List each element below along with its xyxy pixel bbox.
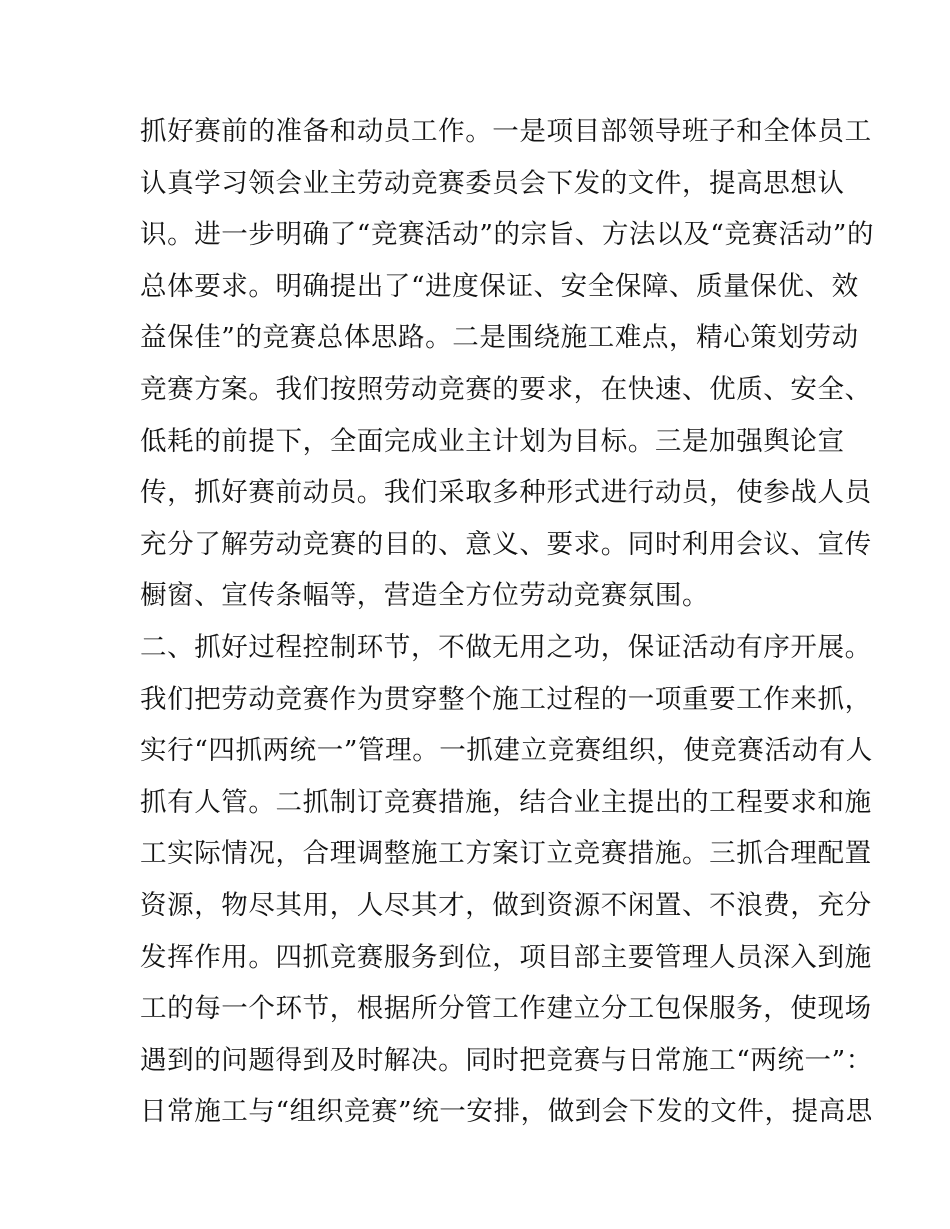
text-line: 充分了解劳动竞赛的目的、意义、要求。同时利用会议、宣传 (140, 528, 872, 560)
text-line: 益保佳”的竞赛总体思路。二是围绕施工难点，精心策划劳动 (140, 322, 859, 354)
text-line: 橱窗、宣传条幅等，营造全方位劳动竞赛氛围。 (140, 580, 710, 612)
text-line: 工的每一个环节，根据所分管工作建立分工包保服务，使现场 (140, 993, 872, 1025)
text-line: 实行“四抓两统一”管理。一抓建立竞赛组织，使竞赛活动有人 (140, 735, 873, 767)
text-line: 发挥作用。四抓竞赛服务到位，项目部主要管理人员深入到施 (140, 941, 872, 973)
text-line: 认真学习领会业主劳动竞赛委员会下发的文件，提高思想认 (140, 167, 845, 199)
text-line: 总体要求。明确提出了“进度保证、安全保障、质量保优、效 (140, 270, 859, 302)
text-line: 识。进一步明确了“竞赛活动”的宗旨、方法以及“竞赛活动”的 (140, 219, 875, 251)
section-heading-line: 二、抓好过程控制环节，不做无用之功，保证活动有序开展。 (140, 631, 872, 663)
body-text (140, 106, 875, 1138)
text-line: 工实际情况，合理调整施工方案订立竞赛措施。三抓合理配置 (140, 838, 872, 870)
text-line: 传，抓好赛前动员。我们采取多种形式进行动员，使参战人员 (140, 477, 872, 509)
text-line: 竞赛方案。我们按照劳动竞赛的要求，在快速、优质、安全、 (140, 373, 872, 405)
text-line: 遇到的问题得到及时解决。同时把竞赛与日常施工“两统一”： (140, 1044, 873, 1076)
text-line: 低耗的前提下，全面完成业主计划为目标。三是加强舆论宣 (140, 425, 845, 457)
text-line: 我们把劳动竞赛作为贯穿整个施工过程的一项重要工作来抓， (140, 683, 872, 715)
text-line: 日常施工与“组织竞赛”统一安排，做到会下发的文件，提高思 (140, 1096, 873, 1128)
text-line: 抓好赛前的准备和动员工作。一是项目部领导班子和全体员工 (140, 116, 872, 147)
text-line: 资源，物尽其用，人尽其才，做到资源不闲置、不浪费，充分 (140, 889, 872, 921)
text-line: 抓有人管。二抓制订竞赛措施，结合业主提出的工程要求和施 (140, 786, 872, 818)
